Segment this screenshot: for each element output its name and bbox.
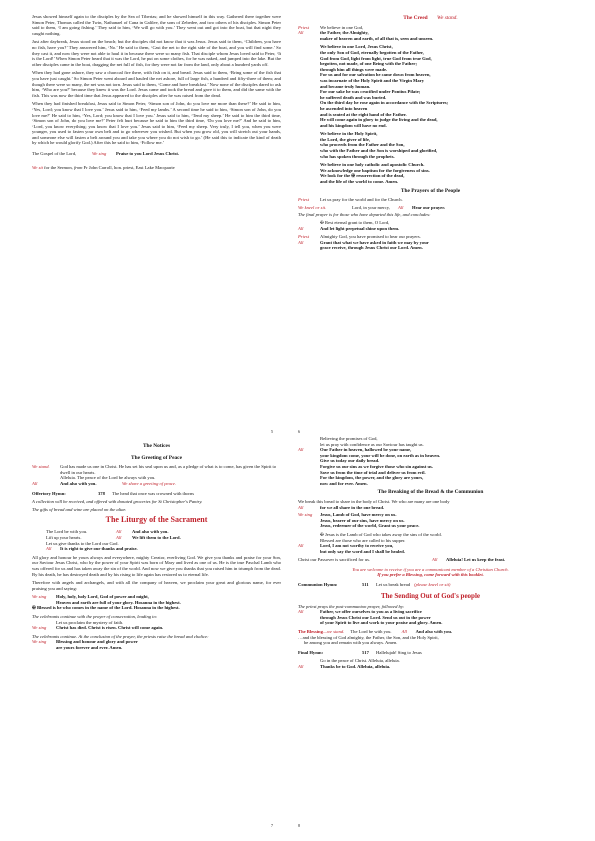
page-number: 7 xyxy=(271,823,273,829)
final-hymn: Final Hymn: 517 Hallelujah! Sing to Jesus xyxy=(298,649,422,655)
c6-line: We acknowledge one baptism for the forgiveness of sins. xyxy=(320,167,430,173)
final-prayer-note: The final prayer is for those who have departed this life, and concludes: xyxy=(298,212,431,218)
c4-line: the only Son of God, eternally begotten of the Father, xyxy=(320,49,424,55)
page-5 xyxy=(32,14,281,435)
gospel-para-1: Jesus showed himself again to the disciples by the Sea of Tiberias; and he showed himself in this way. Gathered there together were Simon Peter, Thomas called the Twin, Nathanael of Cana in Galilee, the sons of Zebedee, and two others of his disciples. Simon Peter said to them, ‘I am going fishing.’ They said to him, ‘We will go with you.’ They went out and got into the boat, but that night they caught nothing. xyxy=(32,14,281,36)
page-number: 8 xyxy=(298,823,300,829)
page-number: 6 xyxy=(298,429,300,435)
sending-heading: The Sending Out of God's people xyxy=(381,591,480,600)
lord-line: now and for ever. Amen. xyxy=(320,480,368,486)
offertory-hymn: Offertory Hymn: 378 The head that once was crowned with thorns xyxy=(32,490,195,496)
c4-line: through him all things were made. xyxy=(320,66,388,72)
lord-line: Save us from the time of trial and deliver us from evil. xyxy=(320,469,426,475)
c6-line: We look for the ✠ resurrection of the dead, xyxy=(320,173,405,179)
page-8: Believing the promises of God, let us pray with confidence as our Saviour has taught us. All Our Father in heaven, hallowed be your name, your kingdom come, your will be done, on earth as in heaven. Give us today our daily bread. Forgive us our sins as we forgive those who sin against us. Save us from the time of trial and deliver us from evil. For the kingdom, the power, and the glory are yours, now and for ever. Amen. The Breaking of the Bread & the Communion We break this bread to share in the body of Christ. We who are many are one body All for we all share in the one bread. We sing Jesus, Lamb of God, have mercy on us. Jesus, bearer of our sins, have mercy on us. Jesus, redeemer of the world, Grant us your peace. ✠ Jesus is the Lamb of God who takes away the sins of the world. Blessed are those who are called to his supper. All Lord, I am not worthy to receive you, but only say the word and I shall be healed. Christ our Passover is sacrificed for us. All Alleluia! Let us keep the feast. You are welcome to receive if you are a communicant member of a Christian Church. If you prefer a Blessing, come forward with this booklet. Communion Hymn: 511 Let us break bread (please kneel or sit) The Sending Out of God's people The priest prays the post-communion prayer, followed by: All Father, we offer ourselves to you as a living sacrifice through Jesus Christ our Lord. Send us out in the power of your Spirit to live and work to your praise and glory. Amen. The Blessing —we stand. The Lord be with you. All And also with you. …and the blessing of God almighty, the Father, the Son, and the Holy Spirit, be among you and remain with you always. Amen. Final Hymn: 517 Hallelujah! Sing to Jesus Go in the peace of Christ. Alleluia, alleluia. All Thanks be to God. Alleluia, alleluia. 8 xyxy=(298,432,563,841)
c4-line: We believe in one Lord, Jesus Christ, xyxy=(320,44,393,50)
c5-line: who with the Father and the Son is worshiped and glorified, xyxy=(320,148,438,154)
lord-line: Our Father in heaven, hallowed be your name, xyxy=(320,447,412,453)
c4-line: and his kingdom will have no end. xyxy=(320,122,387,128)
liturgy-heading: The Liturgy of the Sacrament xyxy=(105,515,208,525)
c4-line: He will come again in glory to judge the living and the dead, xyxy=(320,117,438,123)
creed-section-4 xyxy=(298,162,563,184)
c4-line: For us and for our salvation he came down from heaven, xyxy=(320,72,431,78)
notices-heading: The Notices xyxy=(142,443,171,449)
c4-line: and became truly human. xyxy=(320,83,371,89)
page-7: The Notices The Greeting of Peace We stand. God has made us one in Christ. He has set his seal upon us and, as a pledge of what is to come, has given the Spirit to dwell in our hearts. Alleluia. The peace of the Lord be always with you. All And also with you. We share a greeting of peace. Offertory Hymn: 378 The head that once was crowned with thorns A collection will be received, and offered with donated groceries for St Christopher's Pantry. The gifts of bread and wine are placed on the altar. The Liturgy of the Sacrament The Lord be with you. All And also with you. Lift up your hearts. All We lift them to the Lord. Let us give thanks to the Lord our God. All It is right to give our thanks and praise. All glory and honour be yours always and everywhere, mighty Creator, everliving God. We give you thanks and praise for your Son, our Saviour Jesus Christ, who by the power of your Spirit was born of Mary and lived as one of us. He is the true Paschal Lamb who was offered for us and has taken away the sin of the world. And now we give you thanks that you raised him in triumph from the dead. By his death, he has destroyed death and by his rising to life again has restored us to eternal life. Therefore with angels and archangels, and with all the company of heaven, we proclaim your great and glorious name, for ever praising you and saying: We sing Holy, holy, holy Lord, God of power and might, Heaven and earth are full of your glory. Hosanna in the highest. ✠ Blessed is he who comes in the name of the Lord. Hosanna in the highest. The celebrants continue with the prayer of consecration, leading to: Let us proclaim the mystery of faith. We sing Christ has died. Christ is risen. Christ will come again. The celebrants continue. At the conclusion of the prayer, the priests raise the bread and chalice: We sing Blessing and honour and glory and power are yours forever and ever. Amen. 7 xyxy=(32,443,281,829)
c4-line: begotten, not made, of one Being with the Father; xyxy=(320,61,417,67)
blessing-line: The Blessing —we stand. The Lord be with you. All And also with you. xyxy=(298,629,453,635)
c4-line: he ascended into heaven xyxy=(320,105,368,111)
breaking-heading: The Breaking of the Bread & the Communion xyxy=(377,489,484,496)
ag-line: Jesus, redeemer of the world, Grant us your peace. xyxy=(320,523,420,529)
sermon-line: We sit for the Sermon, from Fr John Carroll, hon. priest, East Lake Macquarie xyxy=(32,164,175,170)
peace-heading: The Greeting of Peace xyxy=(131,454,182,461)
ag-line: Jesus, bearer of our sins, have mercy on us. xyxy=(320,517,405,523)
page-number: 5 xyxy=(271,429,273,435)
communion-hymn: Communion Hymn: 511 Let us break bread (please kneel or sit) xyxy=(298,582,451,588)
c5-line: We believe in the Holy Spirit, xyxy=(320,131,378,137)
gospel-response: The Gospel of the Lord, We sing Praise to you Lord Jesus Christ. xyxy=(32,151,180,157)
c4-line: On the third day he rose again in accordance with the Scriptures; xyxy=(320,100,449,106)
gospel-para-2: Just after daybreak, Jesus stood on the beach; but the disciples did not know that it was Jesus. Jesus said to them, ‘Children, you have no fish, have you?’ They answered him, ‘No.’ He said to them, ‘Cast the net to the right side of the boat, and you will find some.’ So they cast it, and now they were not able to haul it in because there were so many fish. That disciple whom Jesus loved said to Peter, ‘It is the Lord!’ When Simon Peter heard that it was the Lord, he put on some clothes, for he was naked, and jumped into the lake. But the other disciples came in the boat, dragging the net full of fish, for they were not far from the land, only about a hundred yards off. xyxy=(32,39,281,67)
lord-line: Give us today our daily bread. xyxy=(320,458,380,464)
prayers-heading: The Prayers of the People xyxy=(400,187,461,194)
c5-line: the Lord, the giver of life, xyxy=(320,136,371,142)
c5-line: who has spoken through the prophets. xyxy=(320,153,395,159)
c4-line: For our sake he was crucified under Pontius Pilate; xyxy=(320,89,421,95)
creed-section-2 xyxy=(298,44,563,128)
c4-line: he suffered death and was buried. xyxy=(320,94,387,100)
c6-line: and the life of the world to come. Amen. xyxy=(320,179,399,185)
lord-line: your kingdom come, your will be done, on earth as in heaven. xyxy=(320,452,441,458)
c4-line: and is seated at the right hand of the Father. xyxy=(320,111,407,117)
creed-heading: The Creed We stand. xyxy=(403,15,458,21)
c6-line: We believe in one holy catholic and apostolic Church. xyxy=(320,162,425,168)
ag-line: Jesus, Lamb of God, have mercy on us. xyxy=(320,512,397,518)
page-6: The Creed We stand. Priest We believe in one God, All the Father, the Almighty, maker of heaven and earth, of all that is, seen and unseen. We believe in one Lord, Jesus Christ, the only Son of God, eternally begotten of the Father, God from God, light from light, true God from true God, begotten, not made, of one Being with the Father; through him all things were made. For us and for our salvation he came down from heaven, was incarnate of the Holy Spirit and the Virgin Mary and became truly human. For our sake he was crucified under Pontius Pilate; he suffered death and was buried. On the third day he rose again in accordance with the Scriptures; he ascended into heaven and is seated at the right hand of the Father. He will come again in glory to judge the living and the dead, and his kingdom will have no end. We believe in the Holy Spirit, the Lord, the giver of life, who proceeds from the Father and the Son, who with the Father and the Son is worshiped and glorified, who has spoken through the prophets. We believe in one holy catholic and apostolic Church. We acknowledge one baptism for the forgiveness of sins. We look for the ✠ resurrection of the dead, and the life of the world to come. Amen. The Prayers of the People Priest Let us pray for the world and for the Church. We kneel or sit. Lord, in your mercy, All Hear our prayer. The final prayer is for those who have departed this life, and concludes: ✠ Rest eternal grant to them, O Lord, All And let light perpetual shine upon them. Priest Almighty God, you have promised to hear our prayers. All Grant that what we have asked in faith we may by your grace receive, through Jesus Christ our Lord. Amen. 6 xyxy=(298,14,563,429)
gospel-para-3: When they had gone ashore, they saw a charcoal fire there, with fish on it, and bread. Jesus said to them, ‘Bring some of the fish that you have just caught.’ So Simon Peter went aboard and hauled the net ashore, full of large fish, a hundred and fifty-three of them; and though there were so many, the net was not torn. Jesus said to them, ‘Come and have breakfast.’ Now none of the disciples dared to ask him, ‘Who are you?’ because they knew it was the Lord. Jesus came and took the bread and gave it to them, and did the same with the fish. This was now the third time that Jesus appeared to the disciples after he was raised from the dead. xyxy=(32,70,281,98)
creed-section-3 xyxy=(298,131,563,159)
lords-prayer: All Our Father in heaven, hallowed be your name, your kingdom come, your will be done, on earth as in heaven. Give us today our daily bread. Forgive us our sins as we forgive those who sin against us. Save us from the time of trial and deliver us from evil. For the kingdom, the power, and the glory are yours, now and for ever. Amen. xyxy=(298,447,563,486)
c4-line: God from God, light from light, true God from true God, xyxy=(320,55,432,61)
lord-line: Forgive us our sins as we forgive those who sin against us. xyxy=(320,463,433,469)
agnus-dei: We sing Jesus, Lamb of God, have mercy on us. Jesus, bearer of our sins, have mercy on us. Jesus, redeemer of the world, Grant us your peace. xyxy=(298,512,563,529)
lord-line: For the kingdom, the power, and the glory are yours, xyxy=(320,475,424,481)
c4-line: was incarnate of the Holy Spirit and the Virgin Mary xyxy=(320,77,424,83)
c5-line: who proceeds from the Father and the Son, xyxy=(320,142,405,148)
gospel-para-4: When they had finished breakfast, Jesus said to Simon Peter, ‘Simon son of John, do you love me more than these?’ He said to him, ‘Yes, Lord; you know that I love you.’ Jesus said to him, ‘Feed my lambs.’ A second time he said to him, ‘Simon son of John, do you love me?’ He said to him, ‘Yes, Lord; you know that I love you.’ Jesus said to him, ‘Tend my sheep.’ He said to him the third time, ‘Simon son of John, do you love me?’ Peter felt hurt because he said to him the third time, ‘Do you love me?’ And he said to him, ‘Lord, you know everything; you know that I love you.’ Jesus said to him, ‘Feed my sheep. Very truly, I tell you, when you were younger, you used to fasten your own belt and to go wherever you wished. But when you grow old, you will stretch out your hands, and someone else will fasten a belt around you and take you where you do not wish to go.’ (He said this to indicate the kind of death by which he would glorify God.) After this he said to him, ‘Follow me.’ xyxy=(32,101,281,146)
